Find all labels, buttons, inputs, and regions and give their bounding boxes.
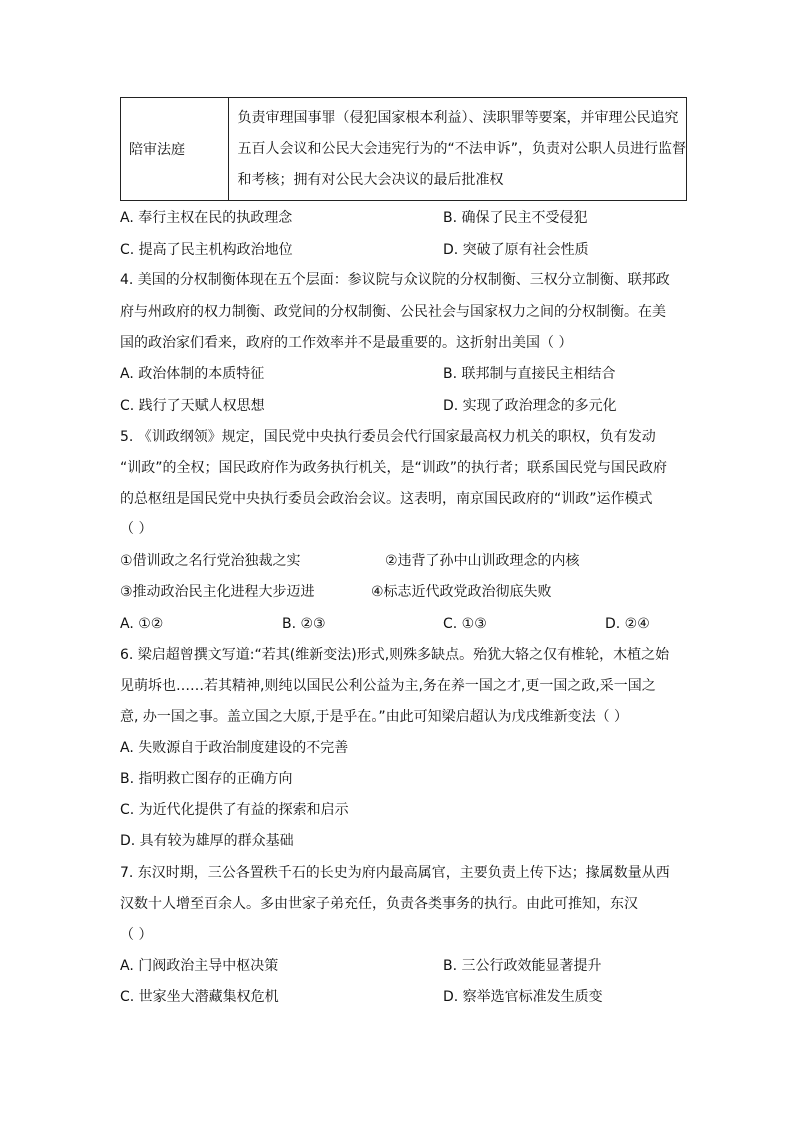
q5-option-c[interactable]: C. ①③: [443, 616, 487, 632]
q3-option-a[interactable]: A. 奉行主权在民的执政理念: [120, 210, 293, 226]
q4-stem-line: 国的政治家们看来，政府的工作效率并不是最重要的。这折射出美国（ ）: [120, 335, 573, 351]
q5-item-4: ④标志近代政党政治彻底失败: [371, 584, 552, 600]
q5-item-3: ③推动政治民主化进程大步迈进: [120, 584, 315, 600]
table-description-line: 和考核；拥有对公民大会决议的最后批准权: [237, 171, 504, 188]
q4-option-c[interactable]: C. 践行了天赋人权思想: [120, 398, 265, 414]
table-row: [121, 98, 687, 201]
q4-option-d[interactable]: D. 实现了政治理念的多元化: [443, 398, 617, 414]
table-description-line: 负责审理国事罪（侵犯国家根本利益）、渎职罪等要案，并审理公民追究: [237, 109, 679, 126]
q5-item-1: ①借训政之名行党治独裁之实: [120, 553, 301, 569]
q4-option-b[interactable]: B. 联邦制与直接民主相结合: [443, 366, 616, 382]
q3-option-d[interactable]: D. 突破了原有社会性质: [443, 242, 589, 258]
q5-option-b[interactable]: B. ②③: [282, 616, 326, 632]
q5-option-d[interactable]: D. ②④: [605, 616, 650, 632]
q7-option-d[interactable]: D. 察举选官标准发生质变: [443, 989, 603, 1005]
q6-option-b[interactable]: B. 指明救亡图存的正确方向: [120, 771, 293, 787]
court-function-table: [120, 97, 687, 201]
q5-option-a[interactable]: A. ①②: [120, 616, 164, 632]
q6-stem-line: 见萌坼也……若其精神,则纯以国民公利公益为主,务在养一国之才,更一国之政,采一国之: [120, 678, 656, 694]
table-description-line: 五百人会议和公民大会违宪行为的“不法申诉”，负责对公职人员进行监督: [237, 140, 686, 157]
q7-stem-line: 7. 东汉时期，三公各置秩千石的长史为府内最高属官，主要负责上传下达；掾属数量从西: [120, 865, 670, 881]
q7-stem-line: 汉数十人增至百余人。多由世家子弟充任，负责各类事务的执行。由此可推知，东汉: [120, 896, 638, 912]
q5-stem-line: “训政”的全权；国民政府作为政务执行机关，是“训政”的执行者；联系国民党与国民政府: [120, 460, 668, 476]
q4-option-a[interactable]: A. 政治体制的本质特征: [120, 366, 265, 382]
q5-stem-line: 5. 《训政纲领》规定，国民党中央执行委员会代行国家最高权力机关的职权，负有发动: [120, 429, 656, 445]
q5-item-2: ②违背了孙中山训政理念的内核: [385, 553, 580, 569]
q7-stem-line: （ ）: [120, 927, 153, 943]
q4-stem-line: 府与州政府的权力制衡、政党间的分权制衡、公民社会与国家权力之间的分权制衡。在美: [120, 304, 666, 320]
q7-option-b[interactable]: B. 三公行政效能显著提升: [443, 958, 602, 974]
q4-stem-line: 4. 美国的分权制衡体现在五个层面：参议院与众议院的分权制衡、三权分立制衡、联邦政: [120, 272, 670, 288]
q3-option-c[interactable]: C. 提高了民主机构政治地位: [120, 242, 293, 258]
q7-option-a[interactable]: A. 门阀政治主导中枢决策: [120, 958, 279, 974]
table-label-cell: [121, 98, 229, 201]
q6-stem-line: 意, 办一国之事。盖立国之大原,于是乎在。”由此可知梁启超认为戊戌维新变法（ ）: [120, 709, 629, 725]
q6-option-a[interactable]: A. 失败源自于政治制度建设的不完善: [120, 740, 349, 756]
q6-option-d[interactable]: D. 具有较为雄厚的群众基础: [120, 833, 294, 849]
q5-stem-line: （ ）: [120, 521, 153, 537]
q6-stem-line: 6. 梁启超曾撰文写道:“若其(维新变法)形式,则殊多缺点。殆犹大辂之仅有椎轮，木植之始: [120, 647, 670, 663]
table-label: 陪审法庭: [129, 142, 185, 158]
q5-stem-line: 的总枢纽是国民党中央执行委员会政治会议。这表明，南京国民政府的“训政”运作模式: [120, 491, 653, 507]
q3-option-b[interactable]: B. 确保了民主不受侵犯: [443, 210, 588, 226]
table-description-cell: [229, 98, 687, 201]
q6-option-c[interactable]: C. 为近代化提供了有益的探索和启示: [120, 802, 349, 818]
q7-option-c[interactable]: C. 世家坐大潜藏集权危机: [120, 989, 279, 1005]
